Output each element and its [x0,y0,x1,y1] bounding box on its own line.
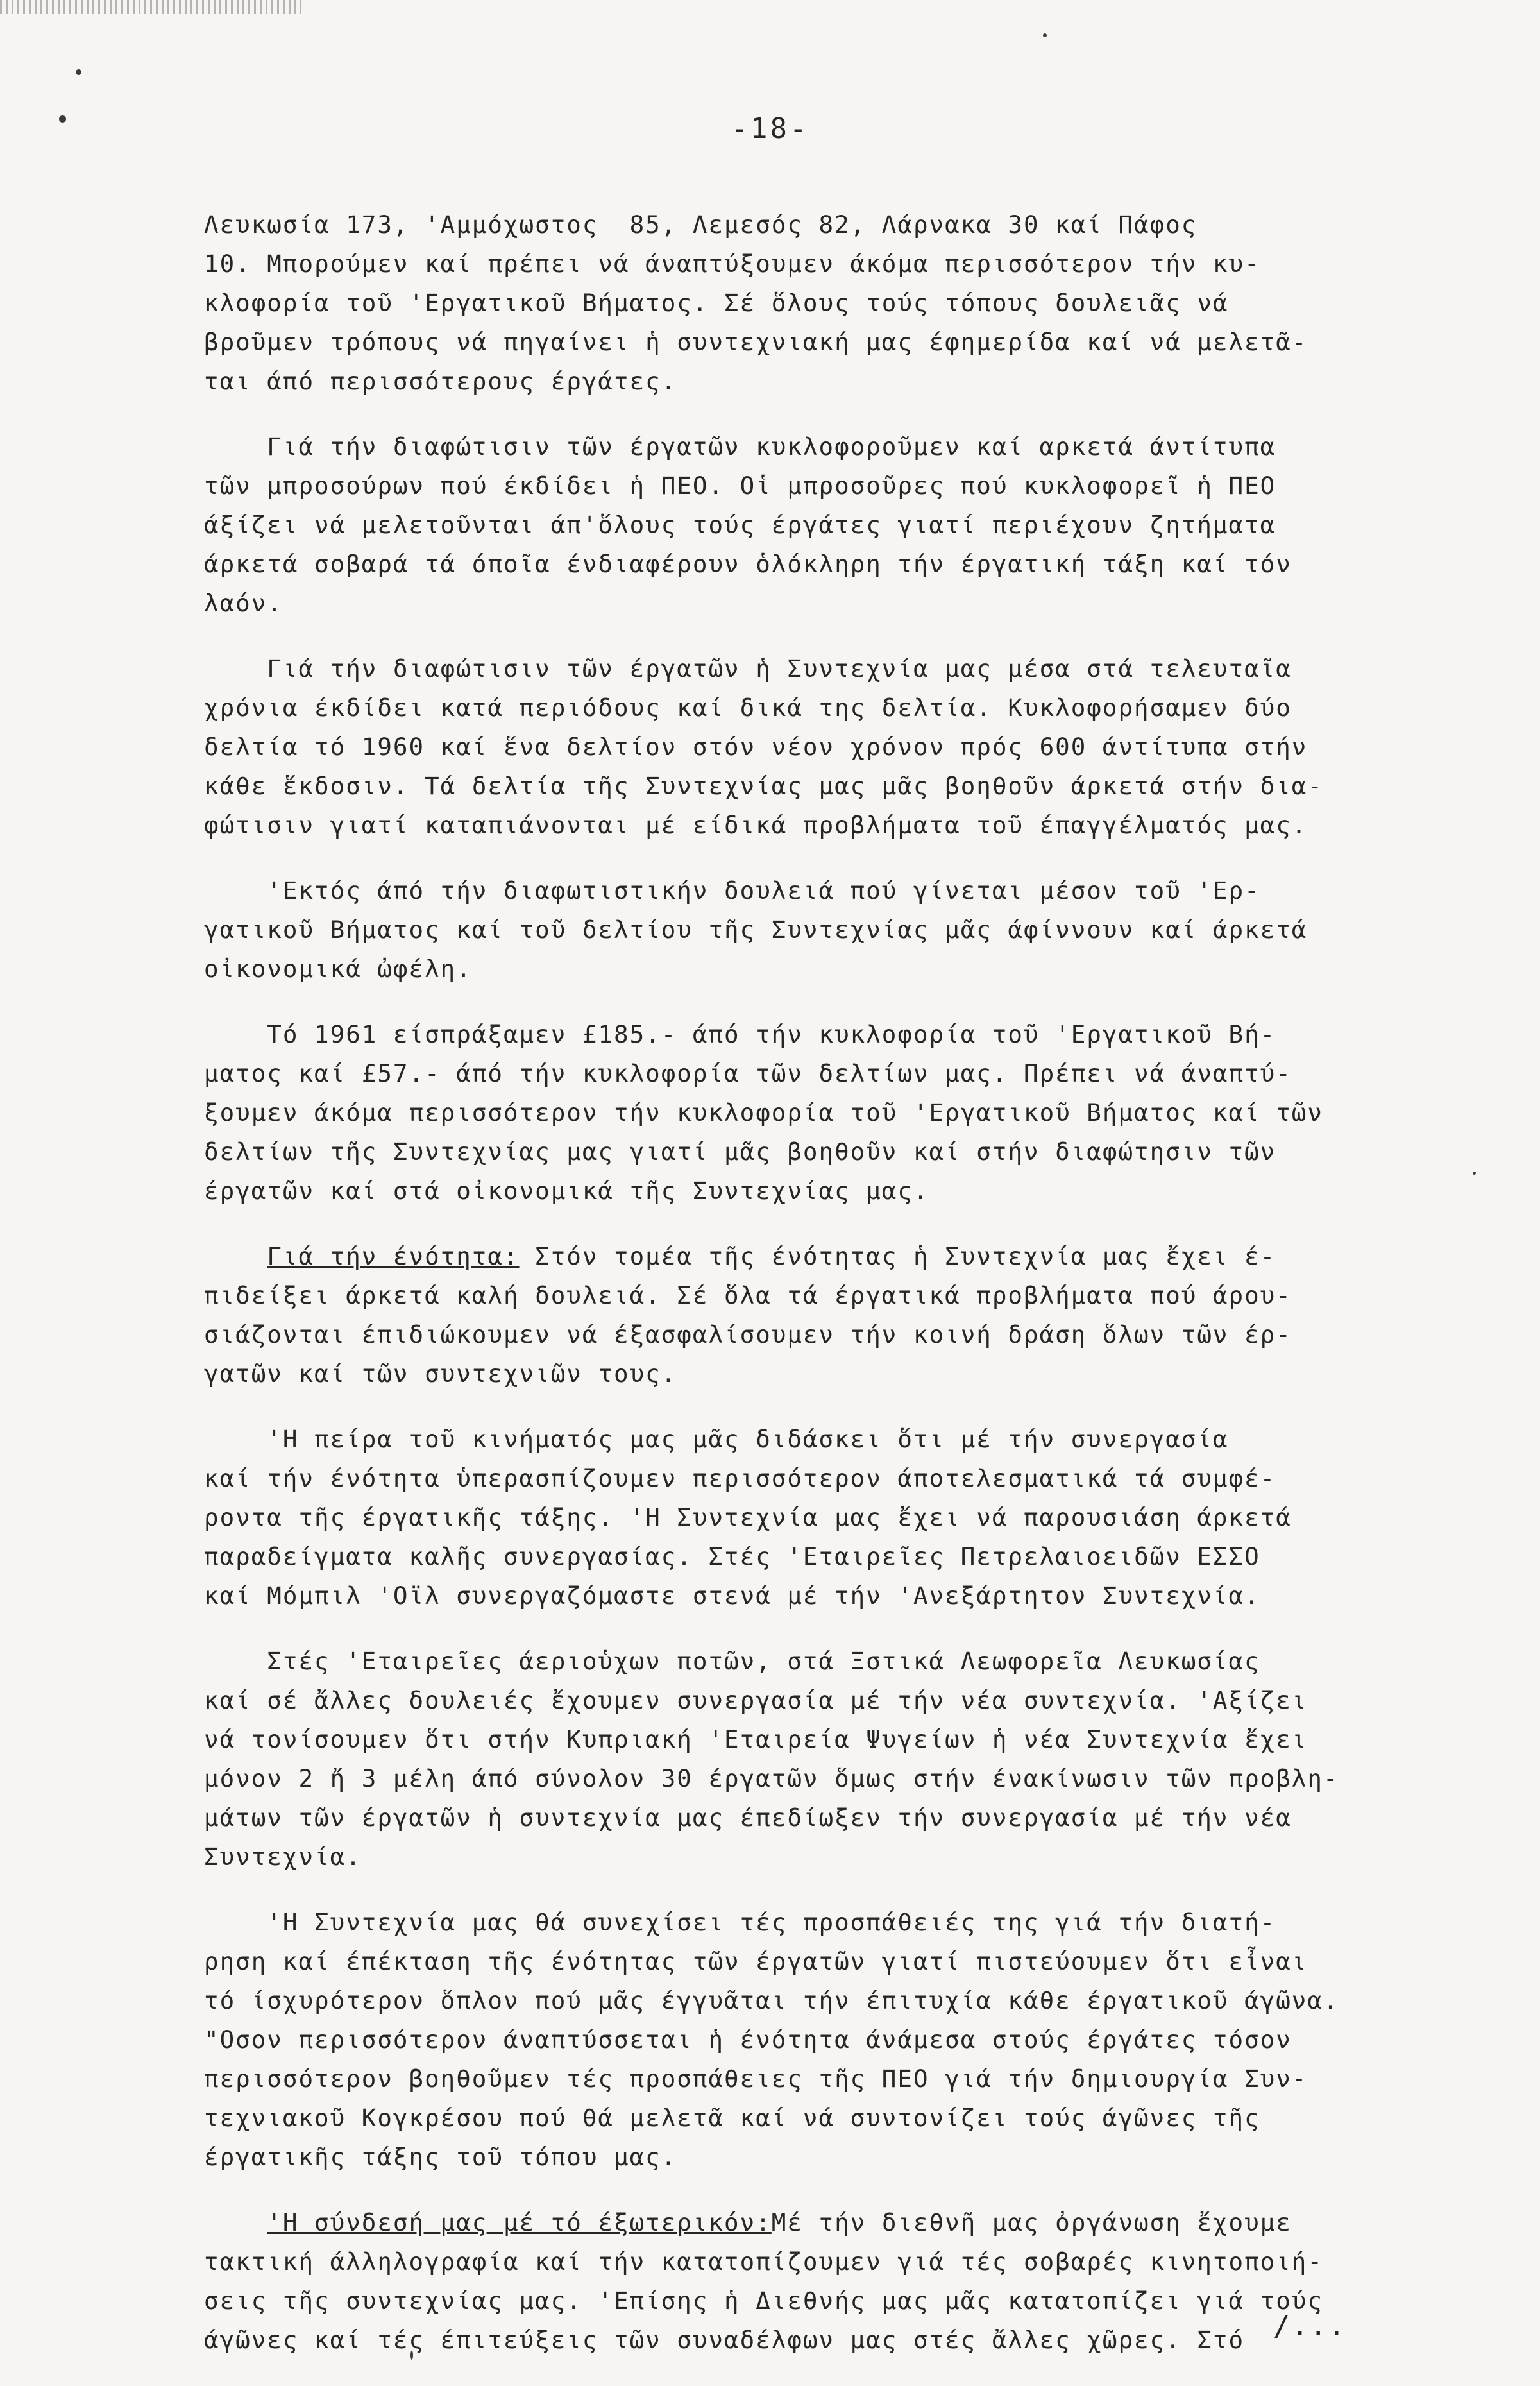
text-line: μόνον 2 ἤ 3 μέλη άπό σύνολον 30 έργατῶν ὅμως στήν ένακίνωσιν τῶν προβλη- [204,1764,1339,1793]
paragraph [204,1015,1426,1211]
text-line: τό ίσχυρότερον ὅπλον πού μᾶς έγγυᾶται τήν έπιτυχία κάθε έργατικοῦ άγῶνα. [204,1986,1339,2015]
text-line: γατικοῦ Βήματος καί τοῦ δελτίου τῆς Συντεχνίας μᾶς άφίννουν καί άρκετά [204,916,1308,944]
text-line: 'Η πείρα τοῦ κινήματός μας μᾶς διδάσκει ὅτι μέ τήν συνεργασία [204,1425,1229,1453]
text-line: γατῶν καί τῶν συντεχνιῶν τους. [204,1359,677,1388]
heading-line-rest: Στόν τομέα τῆς ένότητας ἡ Συντεχνία μας ἔχει έ- [519,1242,1276,1270]
text-line: τακτική άλληλογραφία καί τήν κατατοπίζουμεν γιά τές σοβαρές κινητοποιή- [204,2247,1323,2276]
text-line: άρκετά σοβαρά τά όποῖα ένδιαφέρουν ὁλόκληρη τήν έργατική τάξη καί τόν [204,550,1292,578]
paragraph [204,205,1426,401]
scan-speck [76,69,81,75]
text-line: ματος καί £57.- άπό τήν κυκλοφορία τῶν δελτίων μας. Πρέπει νά άναπτύ- [204,1059,1292,1087]
text-line: Γιά τήν διαφώτισιν τῶν έργατῶν κυκλοφοροῦμεν καί αρκετά άντίτυπα [204,432,1276,461]
page-number: -18- [731,112,809,145]
text-line: πιδείξει άρκετά καλή δουλειά. Σέ ὅλα τά έργατικά προβλήματα πού άρου- [204,1281,1292,1309]
text-line: Γιά τήν διαφώτισιν τῶν έργατῶν ἡ Συντεχνία μας μέσα στά τελευταῖα [204,654,1292,683]
text-line: Συντεχνία. [204,1843,362,1871]
text-line: νά τονίσουμεν ὅτι στήν Κυπριακή 'Εταιρεία Ψυγείων ἡ νέα Συντεχνία ἔχει [204,1725,1308,1753]
text-line: τεχνιακοῦ Κογκρέσου πού θά μελετᾶ καί νά συντονίζει τούς άγῶνες τῆς [204,2104,1260,2132]
text-line: χρόνια έκδίδει κατά περιόδους καί δικά της δελτία. Κυκλοφορήσαμεν δύο [204,694,1292,722]
text-line: Τό 1961 είσπράξαμεν £185.- άπό τήν κυκλοφορία τοῦ 'Εργατικοῦ Βή- [204,1020,1276,1048]
text-line: 10. Μπορούμεν καί πρέπει νά άναπτύξουμεν άκόμα περισσότερον τήν κυ- [204,250,1260,278]
paragraph [204,649,1426,845]
scan-speck [1473,1172,1476,1175]
text-line [204,1237,1426,1276]
text-line: ται άπό περισσότερους έργάτες. [204,367,677,395]
text-line: βροῦμεν τρόπους νά πηγαίνει ἡ συντεχνιακή μας έφημερίδα καί νά μελετᾶ- [204,328,1308,356]
text-line: έργατικῆς τάξης τοῦ τόπου μας. [204,2143,677,2171]
text-line: ξουμεν άκόμα περισσότερον τήν κυκλοφορία τοῦ 'Εργατικοῦ Βήματος καί τῶν [204,1098,1323,1127]
text-line: κλοφορία τοῦ 'Εργατικοῦ Βήματος. Σέ ὅλους τούς τόπους δουλειᾶς νά [204,289,1229,317]
text-line: άξίζει νά μελετοῦνται άπ'ὅλους τούς έργάτες γιατί περιέχουν ζητήματα [204,511,1276,539]
scan-speck [1043,33,1047,37]
scan-edge-noise [0,0,301,14]
section-heading-external: 'Η σύνδεσή μας μέ τό έξωτερικόν: [267,2208,772,2237]
paragraph [204,1420,1426,1615]
document-body [204,205,1426,2386]
continuation-mark: /... [1273,2310,1346,2342]
text-line: οἰκονομικά ὠφέλη. [204,955,472,983]
text-line: τῶν μπροσούρων πού έκδίδει ἡ ΠΕΟ. Οἱ μπροσοῦρες πού κυκλοφορεῖ ἡ ΠΕΟ [204,472,1276,500]
text-line: σιάζονται έπιδιώκουμεν νά έξασφαλίσουμεν τήν κοινή δράση ὅλων τῶν έρ- [204,1320,1292,1349]
text-line: 'Η Συντεχνία μας θά συνεχίσει τές προσπάθειές της γιά τήν διατή- [204,1908,1276,1936]
text-line: καί σέ ἄλλες δουλειές ἔχουμεν συνεργασία μέ τήν νέα συντεχνία. 'Αξίζει [204,1686,1308,1714]
text-line: ροντα τῆς έργατικῆς τάξης. 'Η Συντεχνία μας ἔχει νά παρουσιάση άρκετά [204,1503,1292,1531]
paragraph [204,1903,1426,2177]
text-line: Λευκωσία 173, 'Αμμόχωστος 85, Λεμεσός 82, Λάρνακα 30 καί Πάφος [204,210,1197,239]
paragraph [204,2203,1426,2360]
text-line: "Οσον περισσότερον άναπτύσσεται ἡ ένότητα άνάμεσα στούς έργάτες τόσον [204,2025,1292,2054]
heading-line-rest: Μέ τήν διεθνῆ μας ὀργάνωση ἔχουμε [771,2208,1292,2237]
text-line: έργατῶν καί στά οἰκονομικά τῆς Συντεχνίας μας. [204,1177,929,1205]
paragraph [204,1642,1426,1877]
text-line: σεις τῆς συντεχνίας μας. 'Επίσης ἡ Διεθνής μας μᾶς κατατοπίζει γιά τούς [204,2287,1323,2315]
text-line: περισσότερον βοηθοῦμεν τές προσπάθειες τῆς ΠΕΟ γιά τήν δημιουργία Συν- [204,2065,1308,2093]
text-line: δελτία τό 1960 καί ἕνα δελτίον στόν νέον χρόνον πρός 600 άντίτυπα στήν [204,733,1308,761]
text-line: Στές 'Εταιρεῖες άεριοὑχων ποτῶν, στά Ξστικά Λεωφορεῖα Λευκωσίας [204,1647,1260,1675]
paragraph [204,871,1426,989]
text-line: ρηση καί έπέκταση τῆς ένότητας τῶν έργατῶν γιατί πιστεύουμεν ὅτι εἶναι [204,1947,1308,1975]
paragraph [204,1237,1426,1393]
text-line: 'Εκτός άπό τήν διαφωτιστικήν δουλειά πού γίνεται μέσον τοῦ 'Ερ- [204,876,1260,905]
text-line [204,2203,1426,2242]
text-line: καί Μόμπιλ 'Οϊλ συνεργαζόμαστε στενά μέ τήν 'Ανεξάρτητον Συντεχνία. [204,1581,1260,1610]
section-heading-unity: Γιά τήν ένότητα: [267,1242,520,1270]
text-line: δελτίων τῆς Συντεχνίας μας γιατί μᾶς βοηθοῦν καί στήν διαφώτησιν τῶν [204,1138,1276,1166]
text-line: καί τήν ένότητα ὑπερασπίζουμεν περισσότερον άποτελεσματικά τά συμφέ- [204,1464,1276,1492]
text-line: λαόν. [204,589,283,617]
text-line: φώτισιν γιατί καταπιάνονται μέ είδικά προβλήματα τοῦ έπαγγέλματός μας. [204,811,1308,839]
text-line: κάθε ἕκδοσιν. Τά δελτία τῆς Συντεχνίας μας μᾶς βοηθοῦν άρκετά στήν δια- [204,772,1323,800]
text-line: άγῶνες καί τές έπιτεύξεις τῶν συναδέλφων μας στές ἄλλες χῶρες. Στό [204,2326,1245,2354]
text-line: μάτων τῶν έργατῶν ἡ συντεχνία μας έπεδίωξεν τήν συνεργασία μέ τήν νέα [204,1803,1292,1832]
paragraph [204,427,1426,623]
text-line: παραδείγματα καλῆς συνεργασίας. Στές 'Εταιρεῖες Πετρελαιοειδῶν ΕΣΣΟ [204,1542,1260,1571]
